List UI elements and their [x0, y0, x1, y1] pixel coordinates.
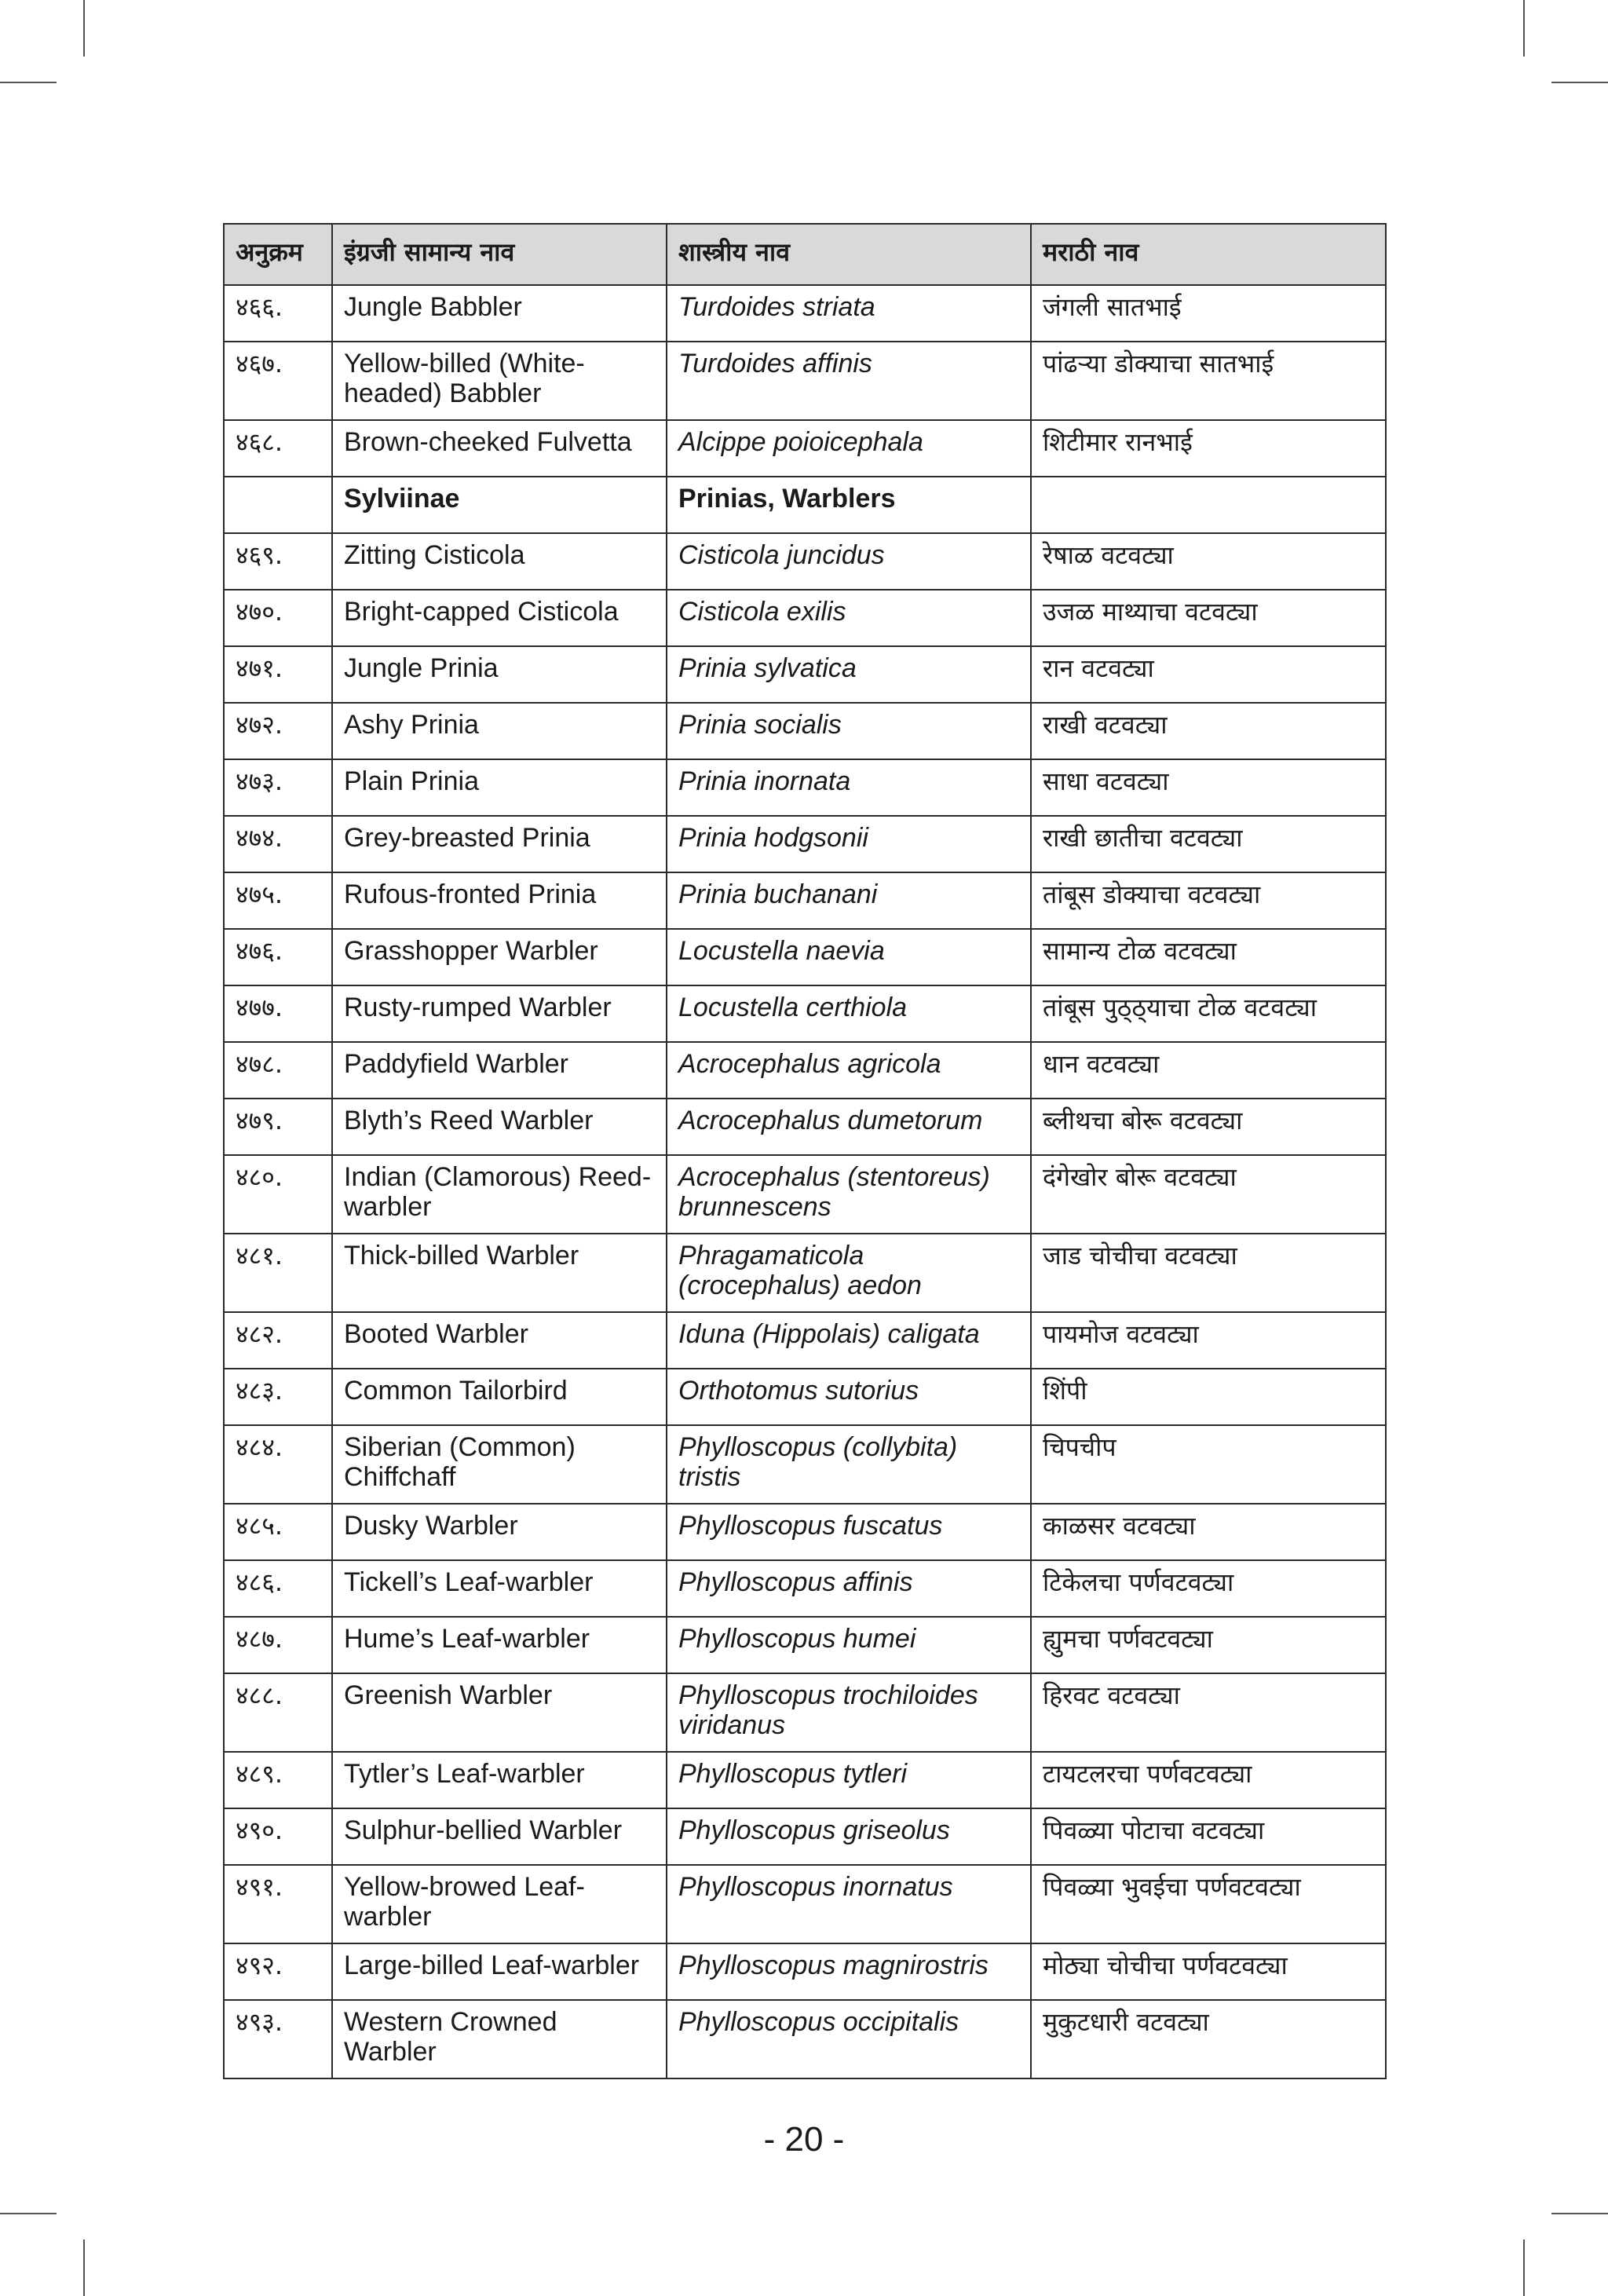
cell-serial-number: ४८६. [224, 1560, 332, 1617]
cell-serial-number: ४७१. [224, 646, 332, 703]
cell-scientific-name: Phylloscopus affinis [667, 1560, 1031, 1617]
cell-scientific-name: Iduna (Hippolais) caligata [667, 1312, 1031, 1369]
cell-english-name: Dusky Warbler [332, 1504, 667, 1560]
header-english-name: इंग्रजी सामान्य नाव [332, 224, 667, 285]
cell-english-name: Tickell’s Leaf-warbler [332, 1560, 667, 1617]
cell-english-name: Large-billed Leaf-warbler [332, 1943, 667, 2000]
cell-scientific-name: Prinia inornata [667, 759, 1031, 816]
section-row [224, 477, 1386, 533]
crop-mark [0, 82, 57, 83]
table-row [224, 342, 1386, 420]
table-row [224, 1312, 1386, 1369]
cell-marathi-name: पांढऱ्या डोक्याचा सातभाई [1031, 342, 1386, 420]
cell-english-name: Blyth’s Reed Warbler [332, 1099, 667, 1155]
cell-marathi-name: ह्युमचा पर्णवटवट्या [1031, 1617, 1386, 1673]
cell-english-name: Siberian (Common) Chiffchaff [332, 1425, 667, 1504]
table-header-row [224, 224, 1386, 285]
table-row [224, 533, 1386, 590]
cell-scientific-name: Prinia buchanani [667, 872, 1031, 929]
cell-marathi-name: शिटीमार रानभाई [1031, 420, 1386, 477]
cell-scientific-name: Prinia hodgsonii [667, 816, 1031, 872]
cell-english-name: Sylviinae [332, 477, 667, 533]
cell-english-name: Zitting Cisticola [332, 533, 667, 590]
cell-marathi-name: सामान्य टोळ वटवट्या [1031, 929, 1386, 985]
table-row [224, 816, 1386, 872]
cell-scientific-name: Cisticola exilis [667, 590, 1031, 646]
cell-scientific-name: Acrocephalus dumetorum [667, 1099, 1031, 1155]
cell-scientific-name: Cisticola juncidus [667, 533, 1031, 590]
cell-marathi-name: राखी छातीचा वटवट्या [1031, 816, 1386, 872]
cell-marathi-name [1031, 477, 1386, 533]
cell-marathi-name: काळसर वटवट्या [1031, 1504, 1386, 1560]
cell-marathi-name: जाड चोचीचा वटवट्या [1031, 1234, 1386, 1312]
cell-marathi-name: तांबूस पुठ्ठ्याचा टोळ वटवट्या [1031, 985, 1386, 1042]
cell-serial-number: ४७७. [224, 985, 332, 1042]
crop-mark [1523, 0, 1525, 57]
cell-marathi-name: शिंपी [1031, 1369, 1386, 1425]
cell-english-name: Ashy Prinia [332, 703, 667, 759]
cell-english-name: Tytler’s Leaf-warbler [332, 1752, 667, 1808]
cell-serial-number: ४८९. [224, 1752, 332, 1808]
cell-scientific-name: Phylloscopus (collybita) tristis [667, 1425, 1031, 1504]
cell-marathi-name: पिवळ्या पोटाचा वटवट्या [1031, 1808, 1386, 1865]
crop-mark [83, 0, 85, 57]
cell-scientific-name: Acrocephalus agricola [667, 1042, 1031, 1099]
table-row [224, 285, 1386, 342]
cell-scientific-name: Locustella naevia [667, 929, 1031, 985]
cell-marathi-name: जंगली सातभाई [1031, 285, 1386, 342]
cell-marathi-name: दंगेखोर बोरू वटवट्या [1031, 1155, 1386, 1234]
table-row [224, 1673, 1386, 1752]
table-row [224, 590, 1386, 646]
cell-scientific-name: Phylloscopus occipitalis [667, 2000, 1031, 2078]
cell-marathi-name: पिवळ्या भुवईचा पर्णवटवट्या [1031, 1865, 1386, 1943]
cell-english-name: Sulphur-bellied Warbler [332, 1808, 667, 1865]
table-row [224, 1504, 1386, 1560]
cell-scientific-name: Turdoides affinis [667, 342, 1031, 420]
cell-serial-number: ४८८. [224, 1673, 332, 1752]
cell-serial-number: ४६९. [224, 533, 332, 590]
table-row [224, 2000, 1386, 2078]
cell-english-name: Grey-breasted Prinia [332, 816, 667, 872]
cell-english-name: Brown-cheeked Fulvetta [332, 420, 667, 477]
crop-mark [1551, 2213, 1608, 2214]
cell-serial-number: ४९२. [224, 1943, 332, 2000]
cell-serial-number: ४८२. [224, 1312, 332, 1369]
cell-english-name: Yellow-browed Leaf-warbler [332, 1865, 667, 1943]
cell-serial-number: ४८०. [224, 1155, 332, 1234]
cell-scientific-name: Phylloscopus tytleri [667, 1752, 1031, 1808]
cell-english-name: Thick-billed Warbler [332, 1234, 667, 1312]
table-row [224, 929, 1386, 985]
cell-serial-number [224, 477, 332, 533]
bird-list-table [223, 223, 1387, 2079]
cell-serial-number: ४७४. [224, 816, 332, 872]
cell-english-name: Common Tailorbird [332, 1369, 667, 1425]
table-row [224, 872, 1386, 929]
cell-english-name: Booted Warbler [332, 1312, 667, 1369]
cell-marathi-name: रेषाळ वटवट्या [1031, 533, 1386, 590]
table-row [224, 1234, 1386, 1312]
cell-serial-number: ४८३. [224, 1369, 332, 1425]
cell-serial-number: ४८७. [224, 1617, 332, 1673]
cell-serial-number: ४७६. [224, 929, 332, 985]
cell-serial-number: ४७२. [224, 703, 332, 759]
cell-serial-number: ४८४. [224, 1425, 332, 1504]
cell-marathi-name: टायटलरचा पर्णवटवट्या [1031, 1752, 1386, 1808]
cell-marathi-name: चिपचीप [1031, 1425, 1386, 1504]
cell-scientific-name: Phylloscopus griseolus [667, 1808, 1031, 1865]
cell-scientific-name: Phylloscopus humei [667, 1617, 1031, 1673]
cell-marathi-name: रान वटवट्या [1031, 646, 1386, 703]
cell-serial-number: ४६८. [224, 420, 332, 477]
cell-serial-number: ४९०. [224, 1808, 332, 1865]
table-row [224, 703, 1386, 759]
cell-english-name: Plain Prinia [332, 759, 667, 816]
table-row [224, 420, 1386, 477]
cell-marathi-name: साधा वटवट्या [1031, 759, 1386, 816]
cell-serial-number: ४७९. [224, 1099, 332, 1155]
cell-serial-number: ४६७. [224, 342, 332, 420]
cell-serial-number: ४८१. [224, 1234, 332, 1312]
crop-mark [0, 2213, 57, 2214]
cell-serial-number: ४७५. [224, 872, 332, 929]
cell-serial-number: ४७०. [224, 590, 332, 646]
table-row [224, 1808, 1386, 1865]
cell-english-name: Hume’s Leaf-warbler [332, 1617, 667, 1673]
cell-serial-number: ४७८. [224, 1042, 332, 1099]
bird-list-table-container [223, 223, 1385, 2079]
cell-serial-number: ४७३. [224, 759, 332, 816]
table-row [224, 1155, 1386, 1234]
table-row [224, 759, 1386, 816]
cell-marathi-name: मोठ्या चोचीचा पर्णवटवट्या [1031, 1943, 1386, 2000]
cell-english-name: Yellow-billed (White-headed) Babbler [332, 342, 667, 420]
table-row [224, 1369, 1386, 1425]
cell-serial-number: ४६६. [224, 285, 332, 342]
crop-mark [1551, 82, 1608, 83]
cell-scientific-name: Alcippe poioicephala [667, 420, 1031, 477]
cell-serial-number: ४९३. [224, 2000, 332, 2078]
table-body [224, 285, 1386, 2078]
cell-scientific-name: Locustella certhiola [667, 985, 1031, 1042]
cell-scientific-name: Phylloscopus fuscatus [667, 1504, 1031, 1560]
cell-scientific-name: Prinias, Warblers [667, 477, 1031, 533]
table-row [224, 1560, 1386, 1617]
cell-marathi-name: हिरवट वटवट्या [1031, 1673, 1386, 1752]
cell-english-name: Grasshopper Warbler [332, 929, 667, 985]
cell-english-name: Rusty-rumped Warbler [332, 985, 667, 1042]
cell-english-name: Rufous-fronted Prinia [332, 872, 667, 929]
table-row [224, 1042, 1386, 1099]
cell-scientific-name: Phylloscopus inornatus [667, 1865, 1031, 1943]
crop-mark [83, 2239, 85, 2296]
table-row [224, 1865, 1386, 1943]
header-marathi-name: मराठी नाव [1031, 224, 1386, 285]
table-row [224, 985, 1386, 1042]
cell-english-name: Jungle Babbler [332, 285, 667, 342]
cell-marathi-name: पायमोज वटवट्या [1031, 1312, 1386, 1369]
cell-marathi-name: तांबूस डोक्याचा वटवट्या [1031, 872, 1386, 929]
cell-scientific-name: Orthotomus sutorius [667, 1369, 1031, 1425]
header-scientific-name: शास्त्रीय नाव [667, 224, 1031, 285]
cell-english-name: Paddyfield Warbler [332, 1042, 667, 1099]
cell-scientific-name: Prinia sylvatica [667, 646, 1031, 703]
cell-scientific-name: Prinia socialis [667, 703, 1031, 759]
cell-scientific-name: Phylloscopus magnirostris [667, 1943, 1031, 2000]
cell-scientific-name: Acrocephalus (stentoreus) brunnescens [667, 1155, 1031, 1234]
cell-scientific-name: Phragamaticola (crocephalus) aedon [667, 1234, 1031, 1312]
table-row [224, 1099, 1386, 1155]
cell-marathi-name: मुकुटधारी वटवट्या [1031, 2000, 1386, 2078]
cell-marathi-name: ब्लीथचा बोरू वटवट्या [1031, 1099, 1386, 1155]
cell-english-name: Indian (Clamorous) Reed-warbler [332, 1155, 667, 1234]
crop-mark [1523, 2239, 1525, 2296]
table-row [224, 1943, 1386, 2000]
cell-serial-number: ४८५. [224, 1504, 332, 1560]
cell-english-name: Jungle Prinia [332, 646, 667, 703]
cell-scientific-name: Turdoides striata [667, 285, 1031, 342]
cell-marathi-name: टिकेलचा पर्णवटवट्या [1031, 1560, 1386, 1617]
cell-marathi-name: धान वटवट्या [1031, 1042, 1386, 1099]
cell-english-name: Bright-capped Cisticola [332, 590, 667, 646]
cell-english-name: Western Crowned Warbler [332, 2000, 667, 2078]
table-row [224, 1752, 1386, 1808]
page-number: - 20 - [763, 2120, 845, 2159]
header-serial: अनुक्रम [224, 224, 332, 285]
cell-english-name: Greenish Warbler [332, 1673, 667, 1752]
table-row [224, 646, 1386, 703]
cell-scientific-name: Phylloscopus trochiloides viridanus [667, 1673, 1031, 1752]
cell-marathi-name: राखी वटवट्या [1031, 703, 1386, 759]
cell-serial-number: ४९१. [224, 1865, 332, 1943]
table-row [224, 1617, 1386, 1673]
table-row [224, 1425, 1386, 1504]
cell-marathi-name: उजळ माथ्याचा वटवट्या [1031, 590, 1386, 646]
